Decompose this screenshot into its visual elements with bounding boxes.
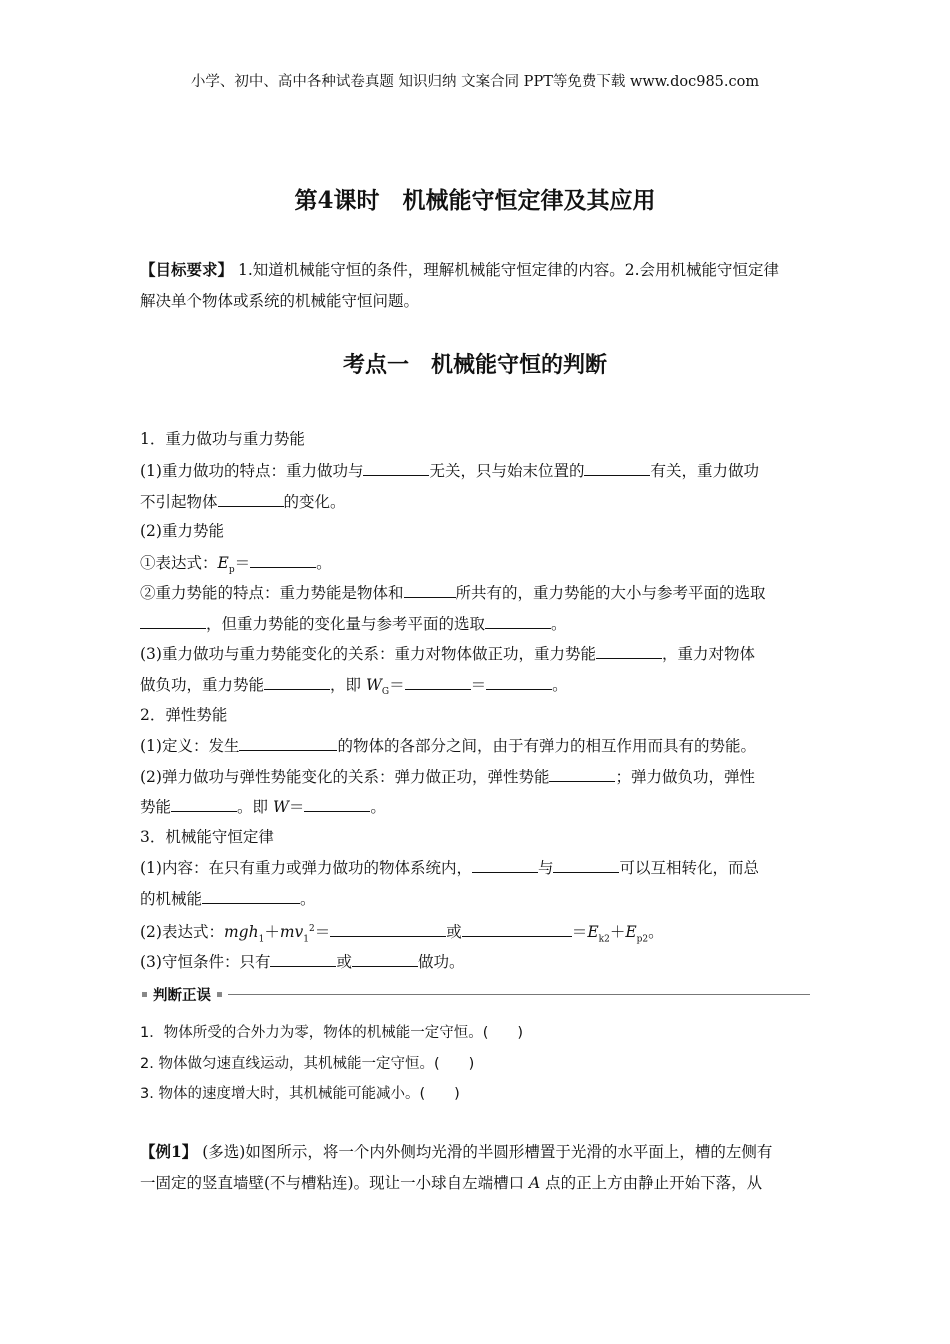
math: mv (279, 923, 304, 942)
blank (405, 674, 471, 690)
blank (485, 613, 551, 629)
heading-3: 3．机械能守恒定律 (140, 828, 274, 846)
text: 势能 (140, 798, 172, 816)
line: (2)重力势能 (140, 522, 224, 540)
line (140, 796, 386, 817)
blank (462, 921, 572, 937)
text: ，重力对物体 (661, 645, 755, 663)
heading-1: 1．重力做功与重力势能 (140, 430, 305, 448)
blank (472, 857, 538, 873)
heading-2: 2．弹性势能 (140, 706, 228, 724)
line (140, 735, 756, 756)
text: 的物体的各部分之间，由于有弹力的相互作用而具有的势能。 (337, 737, 756, 755)
text: 一固定的竖直墙壁(不与槽粘连)。现让一小球自左端槽口 (140, 1174, 530, 1192)
square-marker (217, 992, 222, 997)
text: ＝ (571, 923, 588, 942)
math: E (217, 554, 229, 572)
page-header: 小学、初中、高中各种试卷真题 知识归纳 文案合同 PPT等免费下载 www.doc985.com (190, 74, 760, 90)
text: (1)内容：在只有重力或弹力做功的物体系统内， (140, 859, 472, 877)
example-line-2 (140, 1173, 762, 1193)
line (140, 613, 567, 634)
blank (549, 766, 615, 782)
text: ＝ (314, 923, 331, 942)
text: ＋ (264, 923, 280, 942)
math-sup: 2 (309, 924, 315, 934)
text: 或 (446, 923, 462, 942)
square-marker (142, 992, 147, 997)
goal-line-2: 解决单个物体或系统的机械能守恒问题。 (140, 292, 420, 310)
math-sub: 1 (258, 934, 265, 945)
line (140, 766, 755, 787)
text: (3)守恒条件：只有 (140, 953, 271, 971)
text: 做功。 (417, 953, 465, 971)
text: ，但重力势能的变化量与参考平面的选取 (206, 615, 486, 633)
text: (多选)如图所示，将一个内外侧均光滑的半圆形槽置于光滑的水平面上，槽的左侧有 (197, 1143, 773, 1161)
text: 。 (316, 554, 332, 572)
text: 。即 (237, 798, 273, 816)
line (140, 888, 316, 909)
text: 不引起物体 (140, 493, 218, 511)
text: (3)重力做功与重力势能变化的关系：重力对物体做正功，重力势能 (140, 645, 596, 663)
text: (1)重力做功的特点：重力做功与 (140, 462, 364, 480)
line (140, 643, 755, 664)
blank (140, 613, 206, 629)
math: W (272, 798, 289, 816)
text: 点的正上方由静止开始下落，从 (540, 1174, 763, 1192)
text: ＝ (288, 798, 305, 816)
text: 。 (551, 615, 567, 633)
blank (239, 735, 337, 751)
math-sub: 1 (303, 934, 310, 945)
blank (404, 582, 456, 598)
blank (553, 857, 619, 873)
math: E (587, 923, 599, 942)
text: 。 (552, 676, 568, 694)
line (140, 919, 664, 949)
judge-item: 3. 物体的速度增大时，其机械能可能减小。( ) (140, 1086, 460, 1102)
line (140, 951, 465, 972)
line (140, 857, 759, 878)
math-sub: k2 (598, 934, 610, 945)
math: A (529, 1174, 541, 1192)
text: 。 (648, 923, 664, 942)
text: ＝ (234, 554, 251, 572)
text: ，即 (330, 676, 366, 694)
math: E (625, 923, 637, 942)
line (140, 460, 759, 481)
text: ＝ (389, 676, 405, 694)
text: 所共有的，重力势能的大小与参考平面的选取 (455, 584, 766, 602)
blank (596, 643, 662, 659)
text: 无关，只与始末位置的 (429, 462, 585, 480)
judge-item: 2. 物体做匀速直线运动，其机械能一定守恒。( ) (140, 1056, 475, 1072)
text: 可以互相转化，而总 (619, 859, 759, 877)
divider (228, 994, 810, 995)
text: 做负功，重力势能 (140, 676, 265, 694)
math-sub: G (381, 687, 390, 698)
text: 的机械能 (140, 890, 203, 908)
text: ①表达式： (140, 554, 218, 572)
text: (2)表达式： (140, 923, 224, 942)
section-title: 考点一 机械能守恒的判断 (342, 352, 607, 378)
math-sub: p2 (636, 934, 649, 945)
line (140, 491, 346, 512)
line (140, 582, 766, 603)
goal-label: 【目标要求】 (140, 260, 234, 279)
blank (363, 460, 429, 476)
text: 的变化。 (283, 493, 346, 511)
line (140, 552, 332, 580)
blank (584, 460, 650, 476)
text: ；弹力做负功，弹性 (615, 768, 755, 786)
math-sub: p (228, 565, 235, 576)
example-line-1 (140, 1142, 772, 1162)
text: (1)定义：发生 (140, 737, 240, 755)
text: 或 (336, 953, 352, 971)
blank (171, 796, 237, 812)
judge-label: 判断正误 (153, 987, 211, 1004)
blank (486, 674, 552, 690)
goal-line-1 (140, 260, 779, 280)
math: mgh (223, 923, 259, 942)
line (140, 674, 568, 702)
blank (304, 796, 370, 812)
blank (352, 951, 418, 967)
blank (270, 951, 336, 967)
blank (202, 888, 300, 904)
judge-section-header (140, 984, 810, 1004)
blank (250, 552, 316, 568)
blank (264, 674, 330, 690)
math: W (365, 676, 382, 694)
text: 有关，重力做功 (650, 462, 759, 480)
example-label: 【例1】 (140, 1142, 198, 1161)
blank (330, 921, 446, 937)
text: ＋ (609, 923, 626, 942)
text: 。 (370, 798, 386, 816)
judge-item: 1．物体所受的合外力为零，物体的机械能一定守恒。( ) (140, 1025, 524, 1041)
text: 。 (300, 890, 316, 908)
blank (218, 491, 284, 507)
text: 与 (537, 859, 554, 877)
lesson-title: 第4课时 机械能守恒定律及其应用 (294, 187, 656, 214)
text: ＝ (470, 676, 487, 694)
text: ②重力势能的特点：重力势能是物体和 (140, 584, 404, 602)
text: (2)弹力做功与弹性势能变化的关系：弹力做正功，弹性势能 (140, 768, 550, 786)
goal-text: 1.知道机械能守恒的条件，理解机械能守恒定律的内容。2.会用机械能守恒定律 (237, 261, 780, 279)
